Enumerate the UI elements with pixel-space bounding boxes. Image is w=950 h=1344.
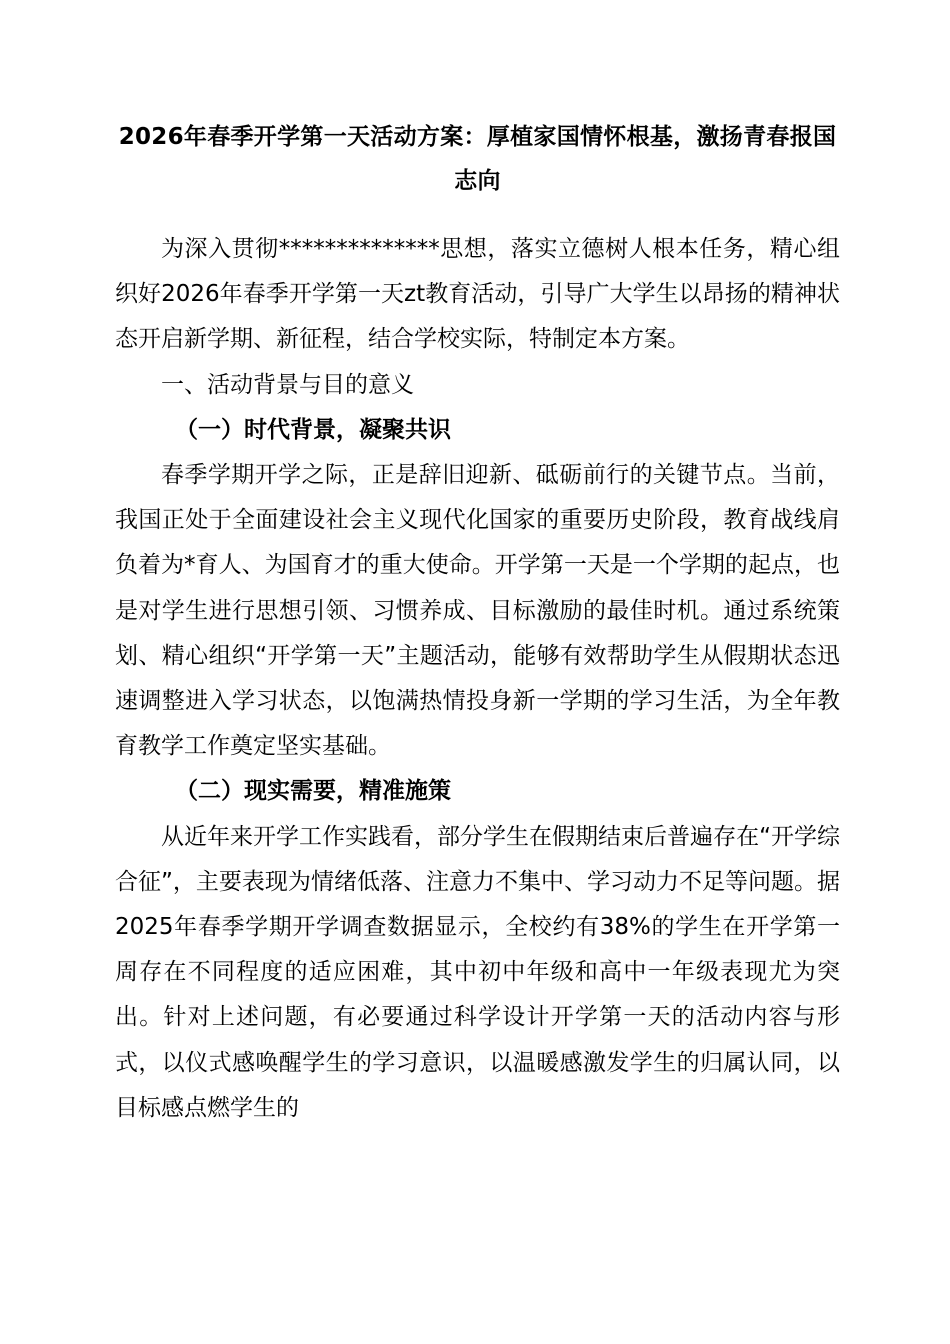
title-spacer bbox=[115, 203, 840, 227]
section-heading: 一、活动背景与目的意义 bbox=[161, 371, 414, 398]
document-title: 2026年春季开学第一天活动方案：厚植家国情怀根基，激扬青春报国志向 bbox=[118, 124, 837, 194]
intro-paragraph: 为深入贯彻**************思想，落实立德树人根本任务，精心组织好2026年春季开学第一天zt教育活动，引导广大学生以昂扬的精神状态开启新学期、新征程，结合学校实际，特制定本方案。 bbox=[115, 236, 840, 353]
subsection-heading: （二）现实需要，精准施策 bbox=[175, 778, 451, 805]
subsection-paragraph: 从近年来开学工作实践看，部分学生在假期结束后普遍存在“开学综合征”，主要表现为情绪低落、注意力不集中、学习动力不足等问题。据2025年春季学期开学调查数据显示，全校约有38%的学生在开学第一周存在不同程度的适应困难，其中初中年级和高中一年级表现尤为突出。针对上述问题，有必要通过科学设计开学第一天的活动内容与形式，以仪式感唤醒学生的学习意识，以温暖感激发学生的归属认同，以目标感点燃学生的 bbox=[115, 823, 840, 1121]
subsection-heading: （一）时代背景，凝聚共识 bbox=[175, 416, 451, 443]
document-page bbox=[115, 115, 840, 1131]
subsection-paragraph: 春季学期开学之际，正是辞旧迎新、砥砺前行的关键节点。当前，我国正处于全面建设社会主义现代化国家的重要历史阶段，教育战线肩负着为*育人、为国育才的重大使命。开学第一天是一个学期的起点，也是对学生进行思想引领、习惯养成、目标激励的最佳时机。通过系统策划、精心组织“开学第一天”主题活动，能够有效帮助学生从假期状态迅速调整进入学习状态，以饱满热情投身新一学期的学习生活，为全年教育教学工作奠定坚实基础。 bbox=[115, 462, 840, 760]
